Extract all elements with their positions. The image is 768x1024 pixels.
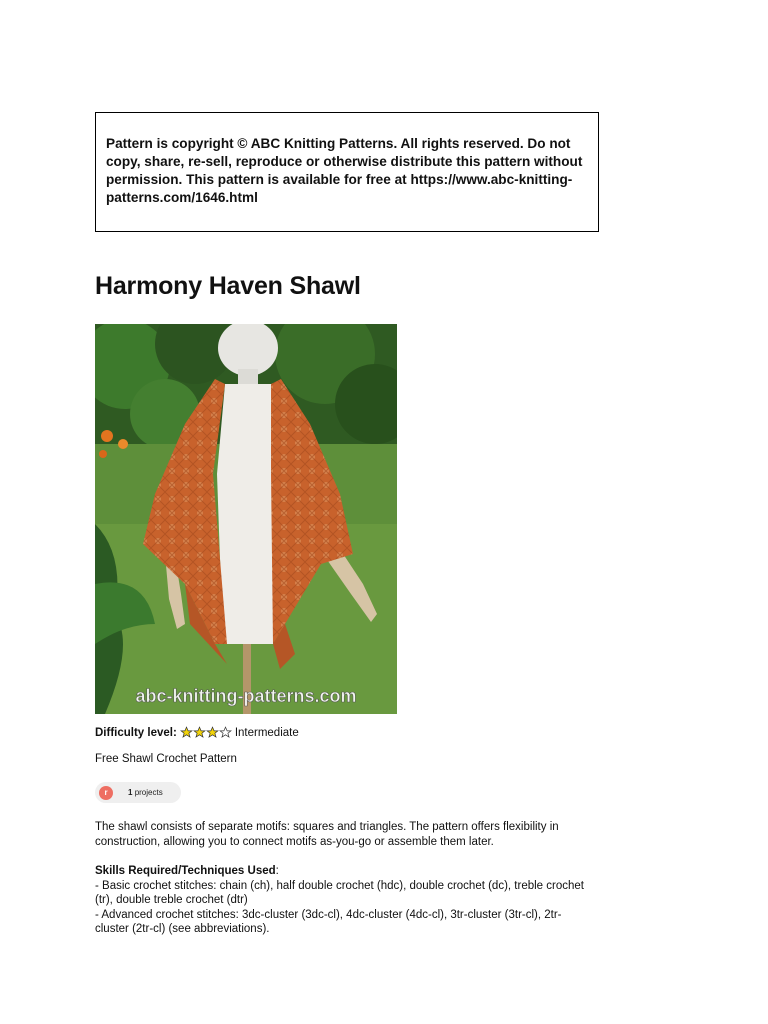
skills-heading-text: Skills Required/Techniques Used — [95, 865, 276, 877]
difficulty-label: Difficulty level: — [95, 726, 177, 739]
difficulty-value: Intermediate — [234, 726, 299, 739]
star-filled-icon — [193, 726, 206, 739]
difficulty-stars — [180, 726, 232, 739]
photo-watermark: abc-knitting-patterns.com — [135, 686, 357, 706]
star-empty-icon — [219, 726, 232, 739]
ravelry-icon: r — [99, 786, 113, 800]
shawl-photo-image — [95, 324, 397, 714]
skills-heading — [95, 864, 595, 879]
skill-item: - Basic crochet stitches: chain (ch), half double crochet (hdc), double crochet (dc), treble crochet (tr), double treble crochet (dtr) — [95, 879, 584, 906]
shawl-photo — [95, 324, 397, 714]
skill-item: - Advanced crochet stitches: 3dc-cluster (3dc-cl), 4dc-cluster (4dc-cl), 3tr-cluster (3tr-cl), 2tr-cluster (2tr-cl) (see abbreviations). — [95, 908, 562, 935]
difficulty-level — [95, 726, 299, 739]
projects-count: 1 — [128, 788, 133, 797]
page-title: Harmony Haven Shawl — [95, 272, 361, 300]
projects-count-text — [128, 788, 163, 797]
pattern-subtitle: Free Shawl Crochet Pattern — [95, 753, 237, 765]
skills-heading-colon: : — [275, 865, 279, 877]
star-filled-icon — [180, 726, 193, 739]
copyright-text: Pattern is copyright © ABC Knitting Patterns. All rights reserved. Do not copy, share, re-sell, reproduce or otherwise distribute this pattern without permission. This pattern is available for free at https://www.abc-knitting-patterns.com/1646.html — [106, 136, 583, 205]
star-filled-icon — [206, 726, 219, 739]
ravelry-projects-button[interactable] — [95, 782, 181, 803]
copyright-notice — [95, 112, 599, 232]
projects-label: projects — [134, 788, 163, 797]
intro-paragraph: The shawl consists of separate motifs: squares and triangles. The pattern offers flexibility in construction, allowing you to connect motifs as-you-go or assemble them later. — [95, 821, 559, 848]
